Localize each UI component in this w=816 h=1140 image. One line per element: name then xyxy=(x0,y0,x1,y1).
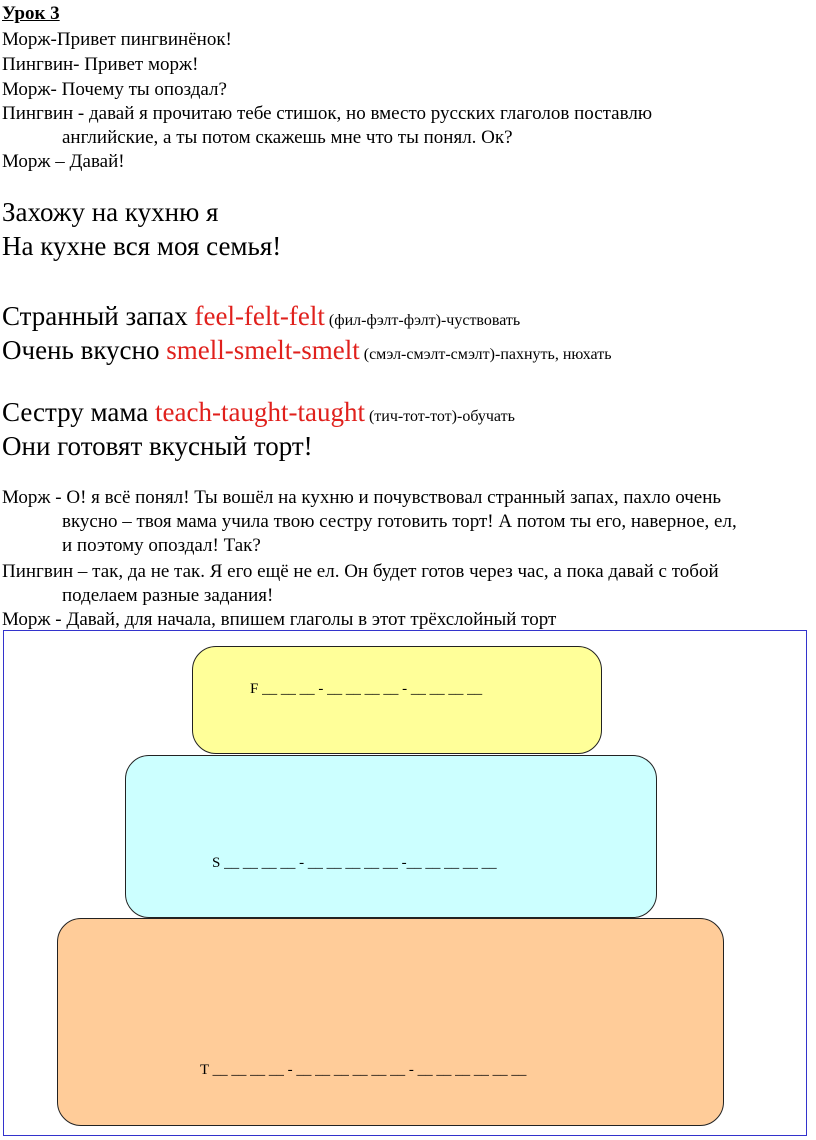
fill-in-blank-f[interactable]: F __ __ __ - __ __ __ __ - __ __ __ __ xyxy=(250,681,483,697)
dialogue-line: Пингвин - давай я прочитаю тебе стишок, но вместо русских глаголов поставлю xyxy=(2,103,653,124)
dialogue-line: Морж - Давай, для начала, впишем глаголы в этот трёхслойный торт xyxy=(2,609,557,630)
poem-line-2: На кухне вся моя семья! xyxy=(2,231,282,261)
dialogue-line: поделаем разные задания! xyxy=(62,585,274,606)
verb-forms: feel-felt-felt xyxy=(194,301,325,331)
verb-forms: smell-smelt-smelt xyxy=(166,335,360,365)
dialogue-line: Пингвин – так, да не так. Я его ещё не ел. Он будет готов через час, а пока давай с тобой xyxy=(2,561,719,582)
fill-in-blank-s[interactable]: S __ __ __ __ - __ __ __ __ __ -__ __ __ __ __ xyxy=(212,855,497,871)
verb-forms: teach-taught-taught xyxy=(155,397,365,427)
dialogue-line: вкусно – твоя мама учила твою сестру готовить торт! А потом ты его, наверное, ел, xyxy=(62,511,737,532)
poem-text: Странный запах xyxy=(2,301,195,331)
cake-tier-top xyxy=(192,646,602,754)
poem-line-3 xyxy=(2,300,520,337)
poem-line-1: Захожу на кухню я xyxy=(2,197,219,227)
verb-note: (фил-фэлт-фэлт)-чуствовать xyxy=(324,312,521,329)
lesson-title: Урок 3 xyxy=(2,3,60,24)
verb-note: (смэл-смэлт-смэлт)-пахнуть, нюхать xyxy=(359,346,612,363)
poem-line-5 xyxy=(2,396,515,433)
dialogue-line: Морж - О! я всё понял! Ты вошёл на кухню и почувствовал странный запах, пахло очень xyxy=(2,487,722,508)
poem-text: Сестру мама xyxy=(2,397,156,427)
dialogue-line: и поэтому опоздал! Так? xyxy=(62,535,261,556)
cake-tier-middle xyxy=(125,755,657,918)
poem-line-6: Они готовят вкусный торт! xyxy=(2,431,313,461)
verb-note: (тич-тот-тот)-обучать xyxy=(364,408,515,425)
dialogue-line: Пингвин- Привет морж! xyxy=(2,54,199,75)
dialogue-line: Морж- Почему ты опоздал? xyxy=(2,79,227,100)
dialogue-line: Морж-Привет пингвинёнок! xyxy=(2,29,232,50)
poem-text: Очень вкусно xyxy=(2,335,167,365)
cake-tier-bottom xyxy=(57,918,724,1126)
dialogue-line: Морж – Давай! xyxy=(2,151,125,172)
fill-in-blank-t[interactable]: T __ __ __ __ - __ __ __ __ __ __ - __ __ __ __ __ __ xyxy=(200,1062,527,1078)
poem-line-4 xyxy=(2,334,611,371)
dialogue-line: английские, а ты потом скажешь мне что ты понял. Ок? xyxy=(62,127,513,148)
